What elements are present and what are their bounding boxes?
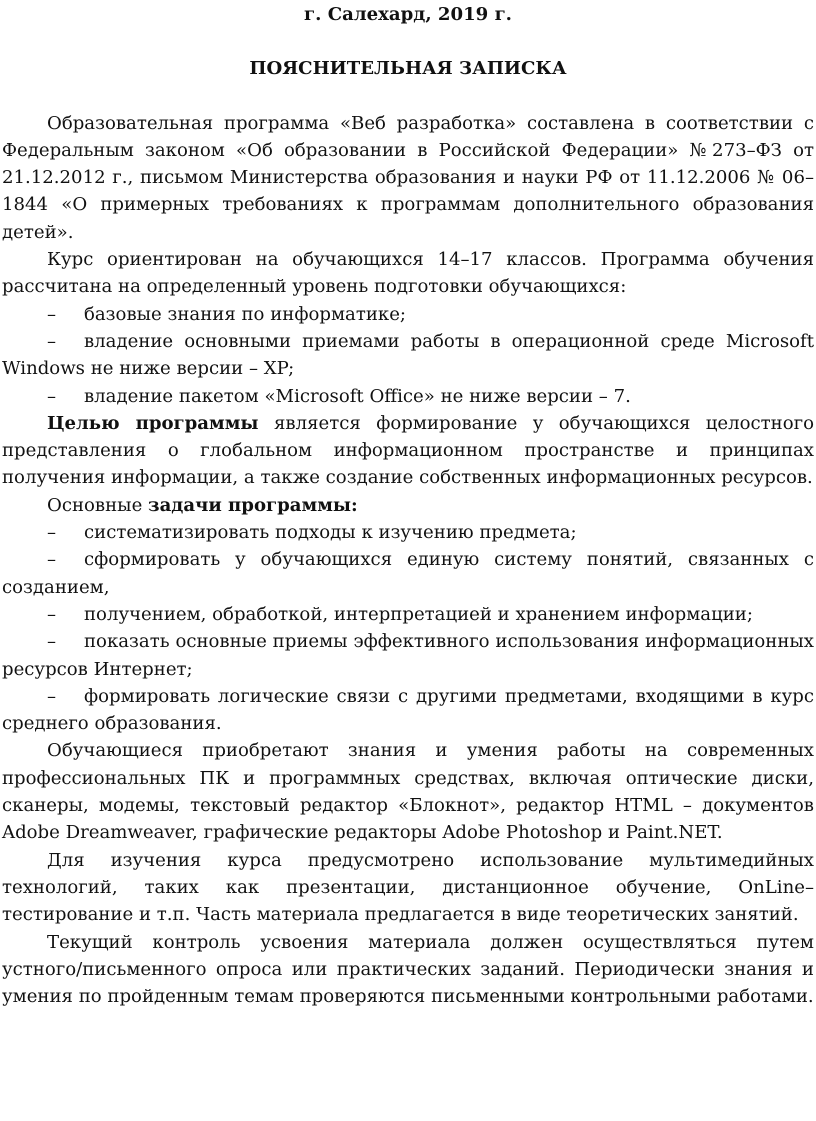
paragraph-technologies: Для изучения курса предусмотрено использование мультимедийных технологий, таких как презентации, дистанционное обучение, OnLine–тестирование и т.п. Часть материала предлагается в виде теоретических занятий. bbox=[2, 849, 814, 926]
list-item-task bbox=[2, 628, 814, 683]
list-item-text: сформировать у обучающихся единую систему понятий, связанных с созданием, bbox=[2, 549, 814, 598]
tasks-prefix: Основные bbox=[47, 494, 149, 516]
goal-label: Целью программы bbox=[47, 412, 259, 434]
list-item-task bbox=[2, 519, 814, 546]
list-item-text: базовые знания по информатике; bbox=[84, 303, 406, 325]
dash-marker: – bbox=[47, 685, 57, 707]
dash-marker: – bbox=[47, 631, 57, 653]
list-item-prerequisite bbox=[2, 383, 814, 410]
paragraph-tasks-heading bbox=[2, 492, 814, 519]
list-item-text: получением, обработкой, интерпретацией и хранением информации; bbox=[84, 603, 753, 625]
list-item-text: систематизировать подходы к изучению предмета; bbox=[84, 522, 577, 544]
list-item-task bbox=[2, 601, 814, 628]
list-item-task bbox=[2, 546, 814, 601]
city-year-line: г. Салехард, 2019 г. bbox=[304, 4, 512, 25]
dash-marker: – bbox=[47, 549, 57, 571]
list-item-text: показать основные приемы эффективного использования информационных ресурсов Интернет; bbox=[2, 631, 814, 680]
paragraph-legal-basis: Образовательная программа «Веб разработка» составлена в соответствии с Федеральным законом «Об образовании в Российской Федерации» №273–ФЗ от 21.12.2012 г., письмом Министерства образования и науки РФ от 11.12.2006 № 06–1844 «О примерных требованиях к программам дополнительного образования детей». bbox=[2, 112, 814, 243]
dash-marker: – bbox=[47, 385, 57, 407]
paragraph-course-target: Курс ориентирован на обучающихся 14–17 классов. Программа обучения рассчитана на определенный уровень подготовки обучающихся: bbox=[2, 249, 814, 298]
list-item-prerequisite bbox=[2, 328, 814, 383]
list-item-text: владение основными приемами работы в операционной среде Microsoft Windows не ниже версии – XP; bbox=[2, 330, 814, 380]
paragraph-assessment: Текущий контроль усвоения материала должен осуществляться путем устного/письменного опроса или практических заданий. Периодически знания и умения по пройденным темам проверяются письменными контрольными работами. bbox=[2, 931, 814, 1008]
dash-marker: – bbox=[47, 330, 57, 352]
dash-marker: – bbox=[47, 522, 57, 544]
list-item-prerequisite bbox=[2, 301, 814, 328]
dash-marker: – bbox=[47, 603, 57, 625]
list-item-task bbox=[2, 683, 814, 738]
dash-marker: – bbox=[47, 303, 57, 325]
list-item-text: формировать логические связи с другими предметами, входящими в курс среднего образования. bbox=[2, 685, 814, 735]
paragraph-skills: Обучающиеся приобретают знания и умения работы на современных профессиональных ПК и программных средствах, включая оптические диски, сканеры, модемы, текстовый редактор «Блокнот», редактор HTML – документов Adobe Dreamweaver, графические редакторы Adobe Photoshop и Paint.NET. bbox=[2, 740, 814, 844]
document-title: ПОЯСНИТЕЛЬНАЯ ЗАПИСКА bbox=[249, 58, 567, 80]
goal-text: является формирование у обучающихся целостного представления о глобальном информационном пространстве и принципах получения информации, а также создание собственных информационных ресурсов. bbox=[2, 412, 814, 489]
tasks-label: задачи программы: bbox=[148, 494, 358, 516]
list-item-text: владение пакетом «Microsoft Office» не ниже версии – 7. bbox=[84, 385, 631, 407]
paragraph-program-goal bbox=[2, 410, 814, 492]
